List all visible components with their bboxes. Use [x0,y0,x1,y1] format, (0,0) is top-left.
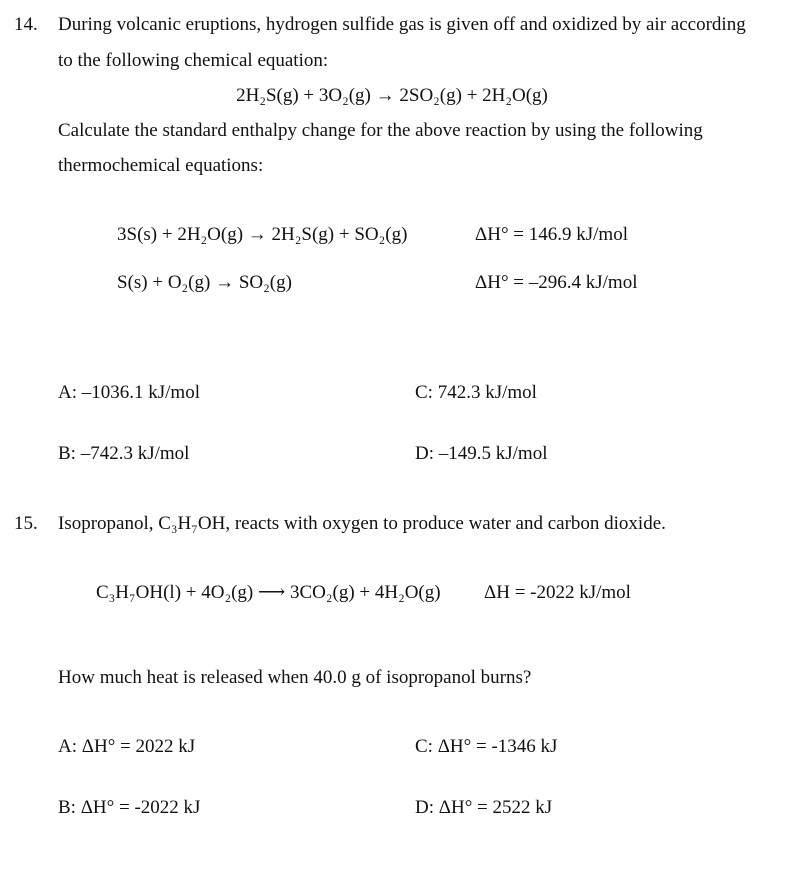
q14-thermo-equation-2: S(s) + O₂(g) → SO₂(g) [117,272,292,293]
q14-text-line4: thermochemical equations: [58,155,264,176]
q14-thermo-dh-1: ΔH° = 146.9 kJ/mol [475,224,628,245]
q14-main-equation: 2H₂S(g) + 3O₂(g) → 2SO₂(g) + 2H₂O(g) [236,85,548,106]
q14-option-a[interactable]: A: –1036.1 kJ/mol [58,382,200,403]
q15-equation-dh: ΔH = -2022 kJ/mol [484,582,631,603]
q15-number: 15. [14,513,38,534]
q15-option-c[interactable]: C: ΔH° = -1346 kJ [415,736,558,757]
q14-option-d[interactable]: D: –149.5 kJ/mol [415,443,548,464]
q14-thermo-dh-2: ΔH° = –296.4 kJ/mol [475,272,638,293]
q15-question: How much heat is released when 40.0 g of isopropanol burns? [58,667,532,688]
q14-option-c[interactable]: C: 742.3 kJ/mol [415,382,537,403]
q14-text-line2: to the following chemical equation: [58,50,329,71]
q15-option-d[interactable]: D: ΔH° = 2522 kJ [415,797,553,818]
q15-option-b[interactable]: B: ΔH° = -2022 kJ [58,797,201,818]
q14-option-b[interactable]: B: –742.3 kJ/mol [58,443,190,464]
q15-option-a[interactable]: A: ΔH° = 2022 kJ [58,736,196,757]
q14-number: 14. [14,14,38,35]
q15-text-line1: Isopropanol, C₃H₇OH, reacts with oxygen to produce water and carbon dioxide. [58,513,666,534]
q15-equation: C₃H₇OH(l) + 4O₂(g) ⟶ 3CO₂(g) + 4H₂O(g) [96,582,441,603]
q14-thermo-equation-1: 3S(s) + 2H₂O(g) → 2H₂S(g) + SO₂(g) [117,224,408,245]
q14-text-line3: Calculate the standard enthalpy change for the above reaction by using the following [58,120,703,141]
q14-text-line1: During volcanic eruptions, hydrogen sulfide gas is given off and oxidized by air according [58,14,746,35]
